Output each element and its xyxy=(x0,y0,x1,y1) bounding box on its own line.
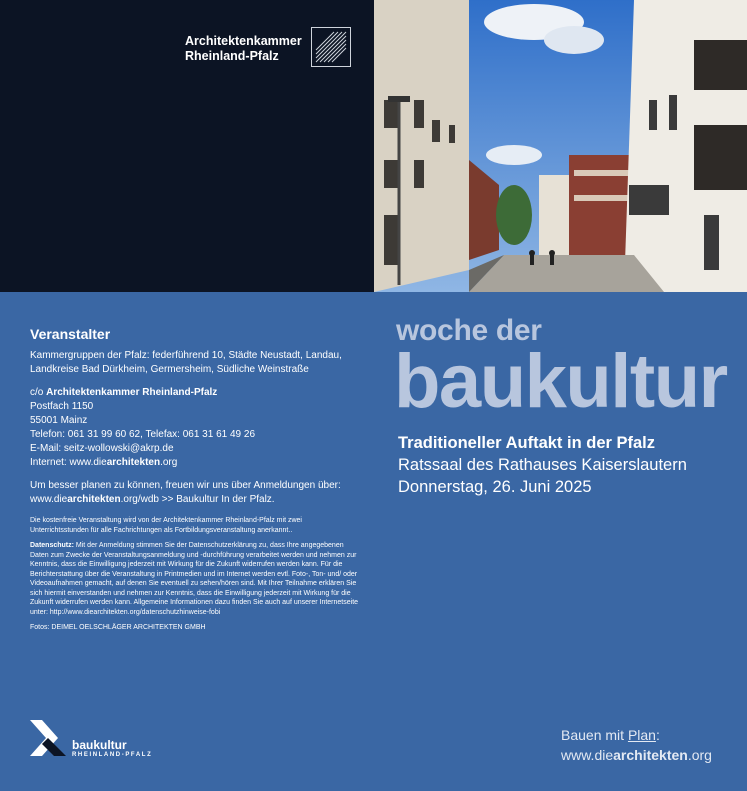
datenschutz-note xyxy=(30,541,360,617)
co-name: Architektenkammer Rheinland-Pfalz xyxy=(46,387,218,398)
footer-url-prefix: www.die xyxy=(561,747,614,763)
registration-url-suffix: .org/wdb >> Baukultur In der Pfalz. xyxy=(120,494,275,505)
event-details xyxy=(398,432,687,498)
postfach: Postfach 1150 xyxy=(30,401,94,412)
city: 55001 Mainz xyxy=(30,415,88,426)
datenschutz-text: Mit der Anmeldung stimmen Sie der Datenschutzerklärung zu, dass Ihre angegebenen Daten zum Zwecke der Veranstaltungsanmeldung und -durchführung verarbeitet werden und nehmen zur Kenntnis, dass die Einwilligung jederzeit mit Wirkung für die Zukunft widerrufen werden kann. Für die Berichterstattung über die Veranstaltung in Printmedien und im Internet werden evtl. Foto-, Ton- und/ oder Videoaufnahmen gemacht, auf denen Sie eventuell zu sehen/hören sind. Mit Ihrer Teilnahme erklären Sie sich hiermit einverstanden und nehmen zur Kenntnis, dass die Einwilligung jederzeit mit Wirkung für die Zukunft widerrufen werden kann. Allgemeine Informationen dazu finden Sie auch auf unserer Internetseite unter: http://www.diearchitekten.org/datenschutzhinweise-fobi xyxy=(30,542,359,616)
organizer-heading: Veranstalter xyxy=(30,326,111,342)
email-link[interactable]: E-Mail: seitz-wollowski@akrp.de xyxy=(30,443,174,454)
bauen-prefix: Bauen mit xyxy=(561,727,628,743)
title-line1: woche der xyxy=(396,314,542,347)
internet-suffix: .org xyxy=(160,457,178,468)
org-logo-text xyxy=(185,34,302,64)
organizer-groups: Kammergruppen der Pfalz: federführend 10, Städte Neustadt, Landau, Landkreise Bad Dürkheim, Germersheim, Südliche Weinstraße xyxy=(30,350,342,375)
internet-prefix: Internet: www.die xyxy=(30,457,107,468)
registration-url-bold: architekten xyxy=(67,494,121,505)
registration-info xyxy=(30,479,360,507)
internet-bold: architekten xyxy=(106,457,161,468)
baukultur-logo-text: baukultur xyxy=(72,738,127,752)
baukultur-logo-icon xyxy=(28,718,68,763)
photo-credits: Fotos: DEIMEL OELSCHLÄGER ARCHITEKTEN GMBH xyxy=(30,624,206,631)
fortbildung-note: Die kostenfreie Veranstaltung wird von der Architektenkammer Rheinland-Pfalz mit zwei Unterrichtsstunden für alle Fachrichtungen als Fortbildungsveranstaltung anerkannt.. xyxy=(30,517,302,534)
bauen-mit-plan xyxy=(561,725,712,765)
event-date: Donnerstag, 26. Juni 2025 xyxy=(398,478,592,496)
footer-url-bold: architekten xyxy=(613,747,688,763)
datenschutz-label: Datenschutz: xyxy=(30,542,74,549)
bauen-plan: Plan xyxy=(627,727,656,743)
registration-link[interactable] xyxy=(30,493,360,507)
header-panel xyxy=(0,0,374,292)
org-logo-icon xyxy=(311,27,351,67)
organizer-info xyxy=(30,327,360,639)
bauen-line xyxy=(561,725,712,745)
registration-url-prefix: www.die xyxy=(30,494,68,505)
organizer-address xyxy=(30,386,360,470)
org-name-line2: Rheinland-Pfalz xyxy=(185,49,279,63)
bauen-suffix: : xyxy=(655,727,660,743)
footer-url-suffix: .org xyxy=(687,747,712,763)
title-line2: baukultur xyxy=(394,339,727,424)
event-venue: Ratssaal des Rathauses Kaiserslautern xyxy=(398,456,687,474)
co-line xyxy=(30,386,360,400)
baukultur-logo-subtext: RHEINLAND-PFALZ xyxy=(72,752,153,758)
telefon: Telefon: 061 31 99 60 62, Telefax: 061 31 61 49 26 xyxy=(30,429,255,440)
internet-link[interactable] xyxy=(30,456,360,470)
co-prefix: c/o xyxy=(30,387,47,398)
event-headline: Traditioneller Auftakt in der Pfalz xyxy=(398,434,656,452)
building-photo xyxy=(374,0,747,292)
registration-text: Um besser planen zu können, freuen wir uns über Anmeldungen über: xyxy=(30,480,341,491)
org-name-line1: Architektenkammer xyxy=(185,34,302,48)
footer-url-link[interactable] xyxy=(561,745,712,765)
